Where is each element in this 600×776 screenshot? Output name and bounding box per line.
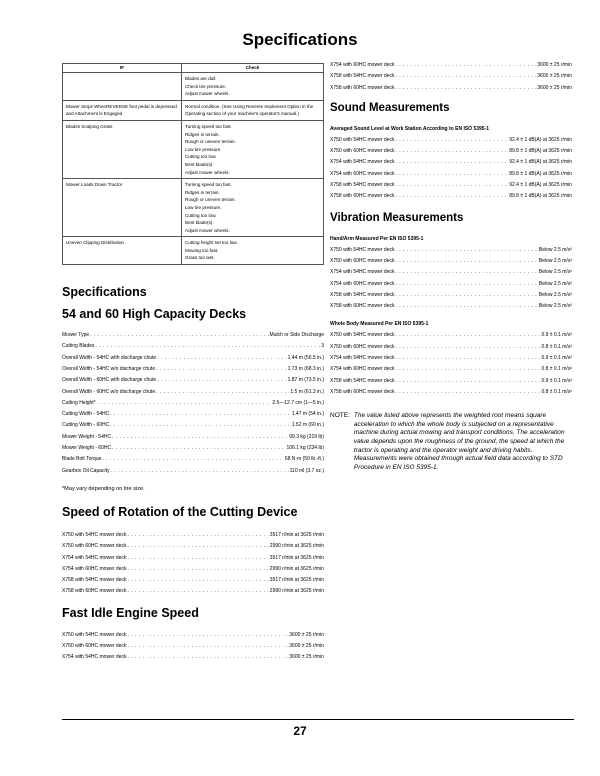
row-value: 99.3 kg (219 lb) bbox=[289, 433, 324, 440]
troubleshooting-table bbox=[62, 63, 324, 265]
row-label: Blade Bolt Torque bbox=[62, 456, 102, 463]
row-label: X758 with 54HC mower deck bbox=[330, 73, 395, 80]
row-value: 106.1 kg (234 lb) bbox=[286, 445, 324, 452]
dot-leader bbox=[395, 290, 537, 301]
row-value: 2.5—12.7 cm (1—5 in.) bbox=[272, 399, 324, 406]
row-value: Mulch or Side Discharge bbox=[269, 332, 324, 339]
row-value: 2990 r/min at 3625 r/min bbox=[269, 588, 324, 595]
check-item: Grass too wet. bbox=[185, 255, 215, 261]
row-value: 92.4 ± 1 dB(A) at 3625 r/min bbox=[509, 136, 572, 143]
condition-cell: Mower Stops WhenREVERSE foot pedal is depressed and Attachment is Engaged bbox=[63, 100, 182, 120]
row-label: X758 with 54HC mower deck bbox=[62, 577, 127, 584]
row-label: X750 with 60HC mower deck bbox=[330, 343, 395, 350]
idle-row bbox=[330, 71, 572, 82]
check-item: Ridges in terrain. bbox=[185, 131, 220, 137]
row-value: 2990 r/min at 3625 r/min bbox=[269, 565, 324, 572]
idle-row bbox=[330, 83, 572, 94]
column-header-if: IF bbox=[63, 64, 182, 73]
spec-row bbox=[62, 353, 324, 364]
troubleshooting-body bbox=[63, 73, 324, 265]
row-value: 3517 r/min at 3625 r/min bbox=[269, 577, 324, 584]
bottom-rule bbox=[62, 719, 574, 720]
row-value: Below 2.5 m/s² bbox=[538, 257, 572, 264]
row-label: Overall Width - 60HC w/o discharge chute bbox=[62, 388, 156, 395]
dot-leader bbox=[157, 375, 286, 386]
row-label: X750 with 60HC mower deck bbox=[330, 257, 395, 264]
dot-leader bbox=[127, 530, 268, 541]
row-label: Overall Width - 54HC w/o discharge chute bbox=[62, 365, 156, 372]
rotation-row bbox=[62, 575, 324, 586]
row-value: 110 ml (3.7 oz.) bbox=[289, 467, 324, 474]
row-label: Overall Width - 54HC with discharge chute bbox=[62, 354, 157, 361]
row-value: 3600 ± 25 r/min bbox=[537, 62, 572, 68]
dot-leader bbox=[127, 586, 268, 597]
row-value: 0.8 ± 0.1 m/s² bbox=[541, 343, 572, 350]
spec-row bbox=[62, 330, 324, 341]
whole-body-subheading: Whole Body Measured Per EN ISO 5395-1 bbox=[330, 321, 429, 328]
whole-body-row bbox=[330, 364, 572, 375]
idle-row bbox=[62, 630, 324, 641]
sound-heading: Sound Measurements bbox=[330, 101, 450, 114]
dot-leader bbox=[395, 191, 508, 202]
dot-leader bbox=[395, 60, 536, 71]
hand-arm-row bbox=[330, 267, 572, 278]
row-value: 1.73 m (68.3 in.) bbox=[287, 365, 324, 372]
dot-leader bbox=[102, 454, 283, 465]
row-value: 0.8 ± 0.1 m/s² bbox=[541, 388, 572, 395]
row-value: 1.5 m (61.3 in.) bbox=[290, 388, 324, 395]
row-value: Below 2.5 m/s² bbox=[538, 246, 572, 253]
spec-row bbox=[62, 387, 324, 398]
check-item: Adjust mower wheels. bbox=[185, 227, 230, 233]
troubleshooting-header-row bbox=[63, 64, 324, 73]
troubleshooting-row bbox=[63, 73, 324, 101]
hand-arm-row bbox=[330, 256, 572, 267]
sound-row bbox=[330, 135, 572, 146]
spec-row bbox=[62, 443, 324, 454]
check-item: Ridges in terrain. bbox=[185, 189, 220, 195]
note-text: The value listed above represents the weighted root means square acceleration to which the whole body is subjected on a representative machine during actual mowing and transport conditions. The acceleration value depends upon the roughness of the ground, the speed at which the tractor is operating and the operator weight and driving habits. Measurements were obtained through actual field data according to STD Procedure in EN ISO 5395-1. bbox=[353, 412, 565, 471]
whole-body-row bbox=[330, 387, 572, 398]
dot-leader bbox=[112, 432, 288, 443]
check-item: Blades are dull. bbox=[185, 76, 217, 81]
dot-leader bbox=[395, 71, 536, 82]
check-item: Turning speed too fast. bbox=[185, 182, 232, 188]
check-item: Mowing too fast. bbox=[185, 247, 219, 253]
idle-row bbox=[62, 652, 324, 663]
row-label: Cutting Width - 54HC bbox=[62, 411, 110, 418]
dot-leader bbox=[395, 157, 508, 168]
row-label: X754 with 54HC mower deck bbox=[330, 269, 395, 276]
whole-body-list bbox=[330, 330, 572, 398]
check-item: Rough or uneven terrain. bbox=[185, 197, 236, 203]
row-label: Cutting Height* bbox=[62, 399, 96, 406]
dot-leader bbox=[395, 330, 540, 341]
check-item: Adjust mower wheels. bbox=[185, 169, 230, 175]
sound-list bbox=[330, 135, 572, 203]
hand-arm-row bbox=[330, 301, 572, 312]
whole-body-row bbox=[330, 353, 572, 364]
dot-leader bbox=[127, 553, 268, 564]
row-value: 3600 ± 25 r/min bbox=[289, 643, 324, 649]
vibration-heading: Vibration Measurements bbox=[330, 211, 464, 224]
spec-row bbox=[62, 454, 324, 465]
check-item: Normal condition. (See Using Reverse Implement Option in the Operating section of your machine's operator's manual.) bbox=[185, 103, 314, 117]
check-item: Cutting too low. bbox=[185, 154, 217, 160]
hand-arm-list bbox=[330, 245, 572, 313]
dot-leader bbox=[127, 541, 268, 552]
troubleshooting-row bbox=[63, 100, 324, 120]
troubleshooting-row bbox=[63, 237, 324, 265]
whole-body-row bbox=[330, 376, 572, 387]
check-item: Rough or uneven terrain. bbox=[185, 139, 236, 145]
row-label: X758 with 60HC mower deck bbox=[330, 388, 395, 395]
decks-subheading: 54 and 60 High Capacity Decks bbox=[62, 307, 247, 322]
dot-leader bbox=[127, 630, 288, 641]
dot-leader bbox=[395, 279, 537, 290]
rotation-speed-list bbox=[62, 530, 324, 598]
condition-cell bbox=[63, 73, 182, 101]
check-cell bbox=[182, 73, 324, 101]
page-number: 27 bbox=[293, 724, 307, 738]
hand-arm-row bbox=[330, 290, 572, 301]
row-label: X750 with 54HC mower deck bbox=[62, 531, 127, 538]
row-value: 92.4 ± 1 dB(A) at 3625 r/min bbox=[509, 182, 572, 189]
specifications-list bbox=[62, 330, 324, 477]
spec-row bbox=[62, 341, 324, 352]
dot-leader bbox=[127, 564, 268, 575]
dot-leader bbox=[395, 245, 537, 256]
whole-body-row bbox=[330, 342, 572, 353]
dot-leader bbox=[395, 180, 508, 191]
row-label: X750 with 60HC mower deck bbox=[62, 543, 127, 550]
page-title: Specifications bbox=[242, 30, 358, 49]
row-value: 3600 ± 25 r/min bbox=[537, 73, 572, 80]
dot-leader bbox=[111, 466, 289, 477]
right-column bbox=[330, 63, 572, 472]
row-label: X758 with 60HC mower deck bbox=[330, 303, 395, 310]
row-label: X754 with 60HC mower deck bbox=[330, 366, 395, 373]
row-value: Below 2.5 m/s² bbox=[538, 269, 572, 276]
row-value: 2990 r/min at 3625 r/min bbox=[269, 543, 324, 550]
dot-leader bbox=[395, 83, 536, 94]
dot-leader bbox=[395, 146, 508, 157]
spec-row bbox=[62, 364, 324, 375]
row-label: X754 with 54HC mower deck bbox=[62, 654, 127, 661]
check-item: Adjust mower wheels. bbox=[185, 91, 230, 97]
row-label: Cutting Width - 60HC bbox=[62, 422, 110, 429]
check-cell bbox=[182, 100, 324, 120]
dot-leader bbox=[395, 364, 540, 375]
row-label: X750 with 54HC mower deck bbox=[330, 246, 395, 253]
sound-row bbox=[330, 191, 572, 202]
spec-row bbox=[62, 466, 324, 477]
sound-row bbox=[330, 180, 572, 191]
hand-arm-row bbox=[330, 245, 572, 256]
row-label: X750 with 54HC mower deck bbox=[330, 332, 395, 339]
row-label: X754 with 60HC mower deck bbox=[330, 170, 395, 177]
dot-leader bbox=[395, 256, 537, 267]
rotation-row bbox=[62, 564, 324, 575]
condition-cell: Blades Scalping Grass bbox=[63, 120, 182, 178]
spec-row bbox=[62, 409, 324, 420]
dot-leader bbox=[395, 135, 508, 146]
row-value: 3600 ± 25 r/min bbox=[537, 84, 572, 91]
fast-idle-heading: Fast Idle Engine Speed bbox=[62, 605, 199, 620]
hand-arm-row bbox=[330, 279, 572, 290]
row-label: X758 with 54HC mower deck bbox=[330, 182, 395, 189]
check-item: Bent blade(s). bbox=[185, 220, 214, 226]
rotation-row bbox=[62, 541, 324, 552]
row-value: 3517 r/min at 3625 r/min bbox=[269, 531, 324, 538]
row-value: 1.87 m (73.5 in.) bbox=[287, 377, 324, 384]
specifications-heading: Specifications bbox=[62, 285, 147, 300]
spec-row bbox=[62, 420, 324, 431]
dot-leader bbox=[156, 387, 289, 398]
dot-leader bbox=[395, 387, 540, 398]
row-value: 68 N·m (50 lb.-ft.) bbox=[284, 456, 324, 463]
check-item: Bent blade(s). bbox=[185, 161, 214, 167]
row-value: 89.8 ± 1 dB(A) at 3625 r/min bbox=[509, 148, 572, 155]
note-label: NOTE: bbox=[330, 412, 350, 420]
dot-leader bbox=[127, 652, 288, 663]
row-label: X754 with 54HC mower deck bbox=[330, 159, 395, 166]
rotation-row bbox=[62, 530, 324, 541]
rotation-row bbox=[62, 553, 324, 564]
row-value: 89.8 ± 1 dB(A) at 3625 r/min bbox=[509, 193, 572, 200]
check-item: Cutting too low. bbox=[185, 212, 217, 218]
row-label: X750 with 54HC mower deck bbox=[330, 136, 395, 143]
row-label: X754 with 60HC mower deck bbox=[62, 565, 127, 572]
dot-leader bbox=[395, 353, 540, 364]
idle-row bbox=[62, 641, 324, 652]
vibration-note bbox=[330, 412, 572, 472]
row-label: Overall Width - 60HC with discharge chute bbox=[62, 377, 157, 384]
row-label: X758 with 54HC mower deck bbox=[330, 377, 395, 384]
row-value: 1.44 m (56.5 in.) bbox=[287, 354, 324, 361]
row-value: Below 2.5 m/s² bbox=[538, 291, 572, 298]
dot-leader bbox=[127, 575, 268, 586]
check-item: Check tire pressure. bbox=[185, 83, 227, 89]
row-value: Below 2.5 m/s² bbox=[538, 280, 572, 287]
dot-leader bbox=[395, 267, 537, 278]
rotation-speed-heading: Speed of Rotation of the Cutting Device bbox=[62, 504, 298, 519]
row-value: 3600 ± 25 r/min bbox=[289, 654, 324, 661]
check-cell bbox=[182, 179, 324, 237]
check-item: Low tire pressure. bbox=[185, 146, 222, 152]
row-value: Below 2.5 m/s² bbox=[538, 303, 572, 310]
row-value: 0.9 ± 0.1 m/s² bbox=[541, 332, 572, 339]
hand-arm-subheading: Hand/Arm Measured Per EN ISO 5395-1 bbox=[330, 235, 424, 242]
row-label: X754 with 60HC mower deck bbox=[330, 62, 395, 68]
idle-row bbox=[330, 60, 572, 71]
spec-row bbox=[62, 398, 324, 409]
row-label: X754 with 60HC mower deck bbox=[330, 280, 395, 287]
row-value: 0.8 ± 0.1 m/s² bbox=[541, 366, 572, 373]
sound-row bbox=[330, 157, 572, 168]
row-label: X758 with 60HC mower deck bbox=[330, 84, 395, 91]
column-header-check: Check bbox=[182, 64, 324, 73]
row-label: X750 with 54HC mower deck bbox=[62, 631, 127, 638]
spec-row bbox=[62, 432, 324, 443]
left-column bbox=[62, 63, 324, 664]
sound-subheading: Averaged Sound Level at Work Station According to EN ISO 5395-1 bbox=[330, 125, 490, 132]
row-label: Gearbox Oil Capacity bbox=[62, 467, 110, 474]
condition-cell: Uneven Clipping Distribution bbox=[63, 237, 182, 265]
row-label: Mower Weight - 54HC bbox=[62, 433, 112, 440]
row-label: X750 with 60HC mower deck bbox=[62, 643, 127, 649]
dot-leader bbox=[395, 376, 540, 387]
row-value: 1.52 m (60 in.) bbox=[291, 422, 324, 429]
troubleshooting-row bbox=[63, 179, 324, 237]
dot-leader bbox=[110, 420, 291, 431]
row-label: Mower Type bbox=[62, 332, 90, 339]
fast-idle-list bbox=[62, 630, 324, 664]
row-value: 3517 r/min at 3625 r/min bbox=[269, 554, 324, 561]
row-label: X758 with 60HC mower deck bbox=[330, 193, 395, 200]
row-value: 0.9 ± 0.1 m/s² bbox=[541, 377, 572, 384]
spec-row bbox=[62, 375, 324, 386]
row-label: Mower Weight - 60HC bbox=[62, 445, 112, 452]
dot-leader bbox=[157, 353, 286, 364]
sound-row bbox=[330, 146, 572, 157]
dot-leader bbox=[96, 341, 321, 352]
check-item: Turning speed too fast. bbox=[185, 123, 232, 129]
whole-body-row bbox=[330, 330, 572, 341]
dot-leader bbox=[395, 301, 537, 312]
check-item: Low tire pressure. bbox=[185, 204, 222, 210]
row-label: Cutting Blades bbox=[62, 343, 95, 350]
dot-leader bbox=[110, 409, 291, 420]
check-cell bbox=[182, 237, 324, 265]
dot-leader bbox=[97, 398, 272, 409]
row-label: X754 with 54HC mower deck bbox=[330, 355, 395, 362]
check-item: Cutting height set too low. bbox=[185, 240, 238, 246]
row-label: X758 with 60HC mower deck bbox=[62, 588, 127, 595]
row-value: 3 bbox=[321, 343, 324, 350]
row-value: 89.8 ± 1 dB(A) at 3625 r/min bbox=[509, 170, 572, 177]
troubleshooting-row bbox=[63, 120, 324, 178]
condition-cell: Mower Loads Down Tractor bbox=[63, 179, 182, 237]
dot-leader bbox=[90, 330, 268, 341]
row-value: 3600 ± 25 r/min bbox=[289, 631, 324, 638]
row-label: X758 with 54HC mower deck bbox=[330, 291, 395, 298]
dot-leader bbox=[395, 169, 508, 180]
fast-idle-continued-list bbox=[330, 60, 572, 94]
dot-leader bbox=[395, 342, 540, 353]
dot-leader bbox=[127, 641, 288, 652]
row-label: X750 with 60HC mower deck bbox=[330, 148, 395, 155]
check-cell bbox=[182, 120, 324, 178]
dot-leader bbox=[112, 443, 285, 454]
row-value: 1.47 m (54 in.) bbox=[291, 411, 324, 418]
tire-size-footnote: *May vary depending on tire size. bbox=[62, 485, 145, 492]
rotation-row bbox=[62, 586, 324, 597]
row-value: 92.4 ± 1 dB(A) at 3625 r/min bbox=[509, 159, 572, 166]
row-label: X754 with 54HC mower deck bbox=[62, 554, 127, 561]
dot-leader bbox=[156, 364, 287, 375]
row-value: 0.9 ± 0.1 m/s² bbox=[541, 355, 572, 362]
sound-row bbox=[330, 169, 572, 180]
